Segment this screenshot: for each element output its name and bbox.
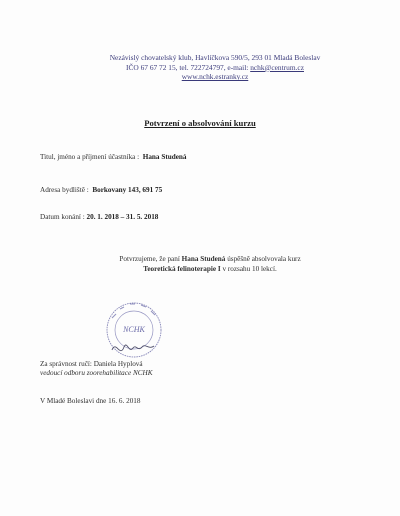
address-label: Adresa bydliště : — [40, 186, 89, 194]
signer-role: vedoucí odboru zoorehabilitace NCHK — [40, 369, 153, 378]
confirmation-prefix: Potvrzujeme, že paní — [119, 255, 180, 263]
participant-name-label: Titul, jméno a příjmení účastníka : — [40, 153, 140, 161]
address-row — [40, 186, 162, 194]
course-extent: v rozsahu 10 lekcí. — [222, 264, 277, 273]
confirmation-text — [60, 255, 360, 274]
dates-row — [40, 213, 158, 221]
signer-line: Za správnost ručí: Daniela Hyplová — [40, 360, 143, 368]
confirmation-name: Hana Studená — [181, 255, 226, 263]
signer-block — [40, 360, 153, 379]
participant-name-row — [40, 153, 187, 161]
club-contact — [80, 63, 350, 73]
page-title: Potvrzení o absolvování kurzu — [144, 118, 256, 128]
confirmation-line-1 — [60, 255, 360, 265]
confirmation-line-2 — [60, 265, 360, 275]
place-date: V Mladé Boleslavi dne 16. 6. 2018 — [40, 397, 141, 405]
signature-icon — [112, 345, 154, 351]
club-ico-phone: IČO 67 67 72 15, tel. 722724797, e-mail: — [126, 62, 251, 72]
stamp-label: NCHK — [123, 325, 145, 334]
letterhead — [80, 53, 350, 82]
dates-label: Datum konání : — [40, 213, 85, 221]
dates-value: 20. 1. 2018 – 31. 5. 2018 — [86, 213, 159, 221]
course-name: Teoretická felinoterapie I — [143, 264, 221, 273]
club-email-link[interactable]: nchk@centrum.cz — [250, 62, 304, 72]
participant-name-value: Hana Studená — [142, 153, 187, 161]
confirmation-suffix: úspěšně absolvovala kurz — [227, 255, 301, 263]
club-stamp — [100, 300, 170, 368]
address-value: Borkovany 143, 691 75 — [92, 186, 163, 194]
club-address: Nezávislý chovatelský klub, Havlíčkova 590/5, 293 01 Mladá Boleslav — [109, 53, 321, 62]
stamp-seal-icon — [100, 300, 170, 368]
club-website-link[interactable]: www.nchk.estranky.cz — [181, 72, 249, 82]
